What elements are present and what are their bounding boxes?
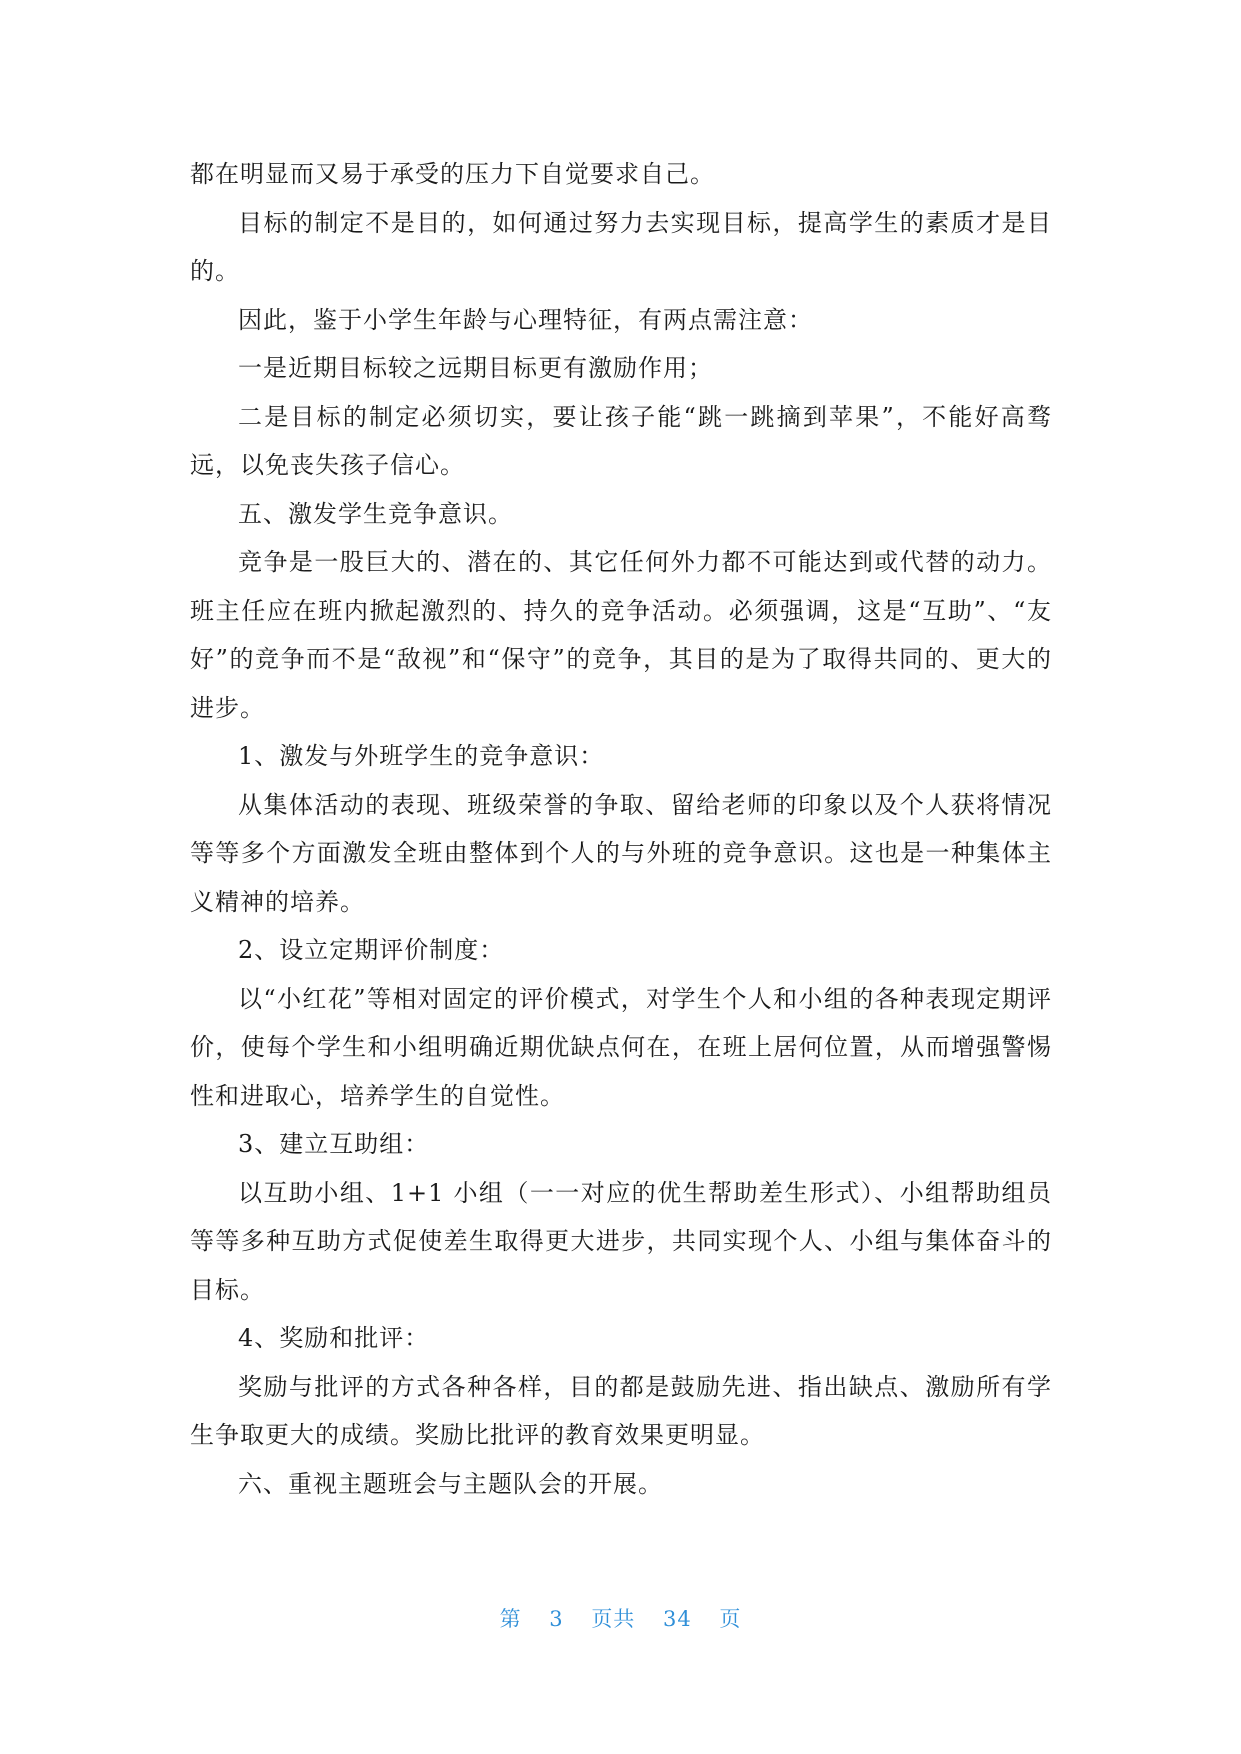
paragraph: 以“小红花”等相对固定的评价模式，对学生个人和小组的各种表现定期评价，使每个学生和小组明确近期优缺点何在，在班上居何位置，从而增强警惕性和进取心，培养学生的自觉性。 xyxy=(190,984,1052,1110)
paragraph: 都在明显而又易于承受的压力下自觉要求自己。 xyxy=(190,160,715,188)
footer-middle: 页共 xyxy=(591,1607,636,1631)
section-heading: 五、激发学生竞争意识。 xyxy=(238,499,513,528)
subsection-heading: 4、奖励和批评： xyxy=(238,1324,430,1352)
paragraph: 以互助小组、1+1 小组（一一对应的优生帮助差生形式）、小组帮助组员等等多种互助方式促使差生取得更大进步，共同实现个人、小组与集体奋斗的目标。 xyxy=(190,1178,1052,1304)
footer-prefix: 第 xyxy=(499,1607,522,1631)
paragraph: 因此，鉴于小学生年龄与心理特征，有两点需注意： xyxy=(238,305,813,334)
footer-suffix: 页 xyxy=(719,1607,742,1631)
document-body xyxy=(190,150,1052,1508)
subsection-heading: 2、设立定期评价制度： xyxy=(238,936,505,964)
section-heading: 六、重视主题班会与主题队会的开展。 xyxy=(238,1469,663,1498)
current-page-number: 3 xyxy=(549,1607,564,1631)
paragraph: 奖励与批评的方式各种各样，目的都是鼓励先进、指出缺点、激励所有学生争取更大的成绩。奖励比批评的教育效果更明显。 xyxy=(190,1372,1052,1449)
paragraph: 目标的制定不是目的，如何通过努力去实现目标，提高学生的素质才是目的。 xyxy=(190,208,1052,285)
paragraph: 竞争是一股巨大的、潜在的、其它任何外力都不可能达到或代替的动力。班主任应在班内掀起激烈的、持久的竞争活动。必须强调，这是“互助”、“友好”的竞争而不是“敌视”和“保守”的竞争，其目的是为了取得共同的、更大的进步。 xyxy=(190,548,1052,722)
subsection-heading: 1、激发与外班学生的竞争意识： xyxy=(238,742,605,770)
paragraph: 一是近期目标较之远期目标更有激励作用； xyxy=(238,354,713,382)
paragraph: 二是目标的制定必须切实，要让孩子能“跳一跳摘到苹果”，不能好高骛远，以免丧失孩子信心。 xyxy=(190,402,1052,479)
page-footer xyxy=(0,1603,1241,1633)
subsection-heading: 3、建立互助组： xyxy=(238,1130,430,1158)
paragraph: 从集体活动的表现、班级荣誉的争取、留给老师的印象以及个人获将情况等等多个方面激发全班由整体到个人的与外班的竞争意识。这也是一种集体主义精神的培养。 xyxy=(190,790,1052,916)
total-pages-number: 34 xyxy=(663,1607,692,1631)
